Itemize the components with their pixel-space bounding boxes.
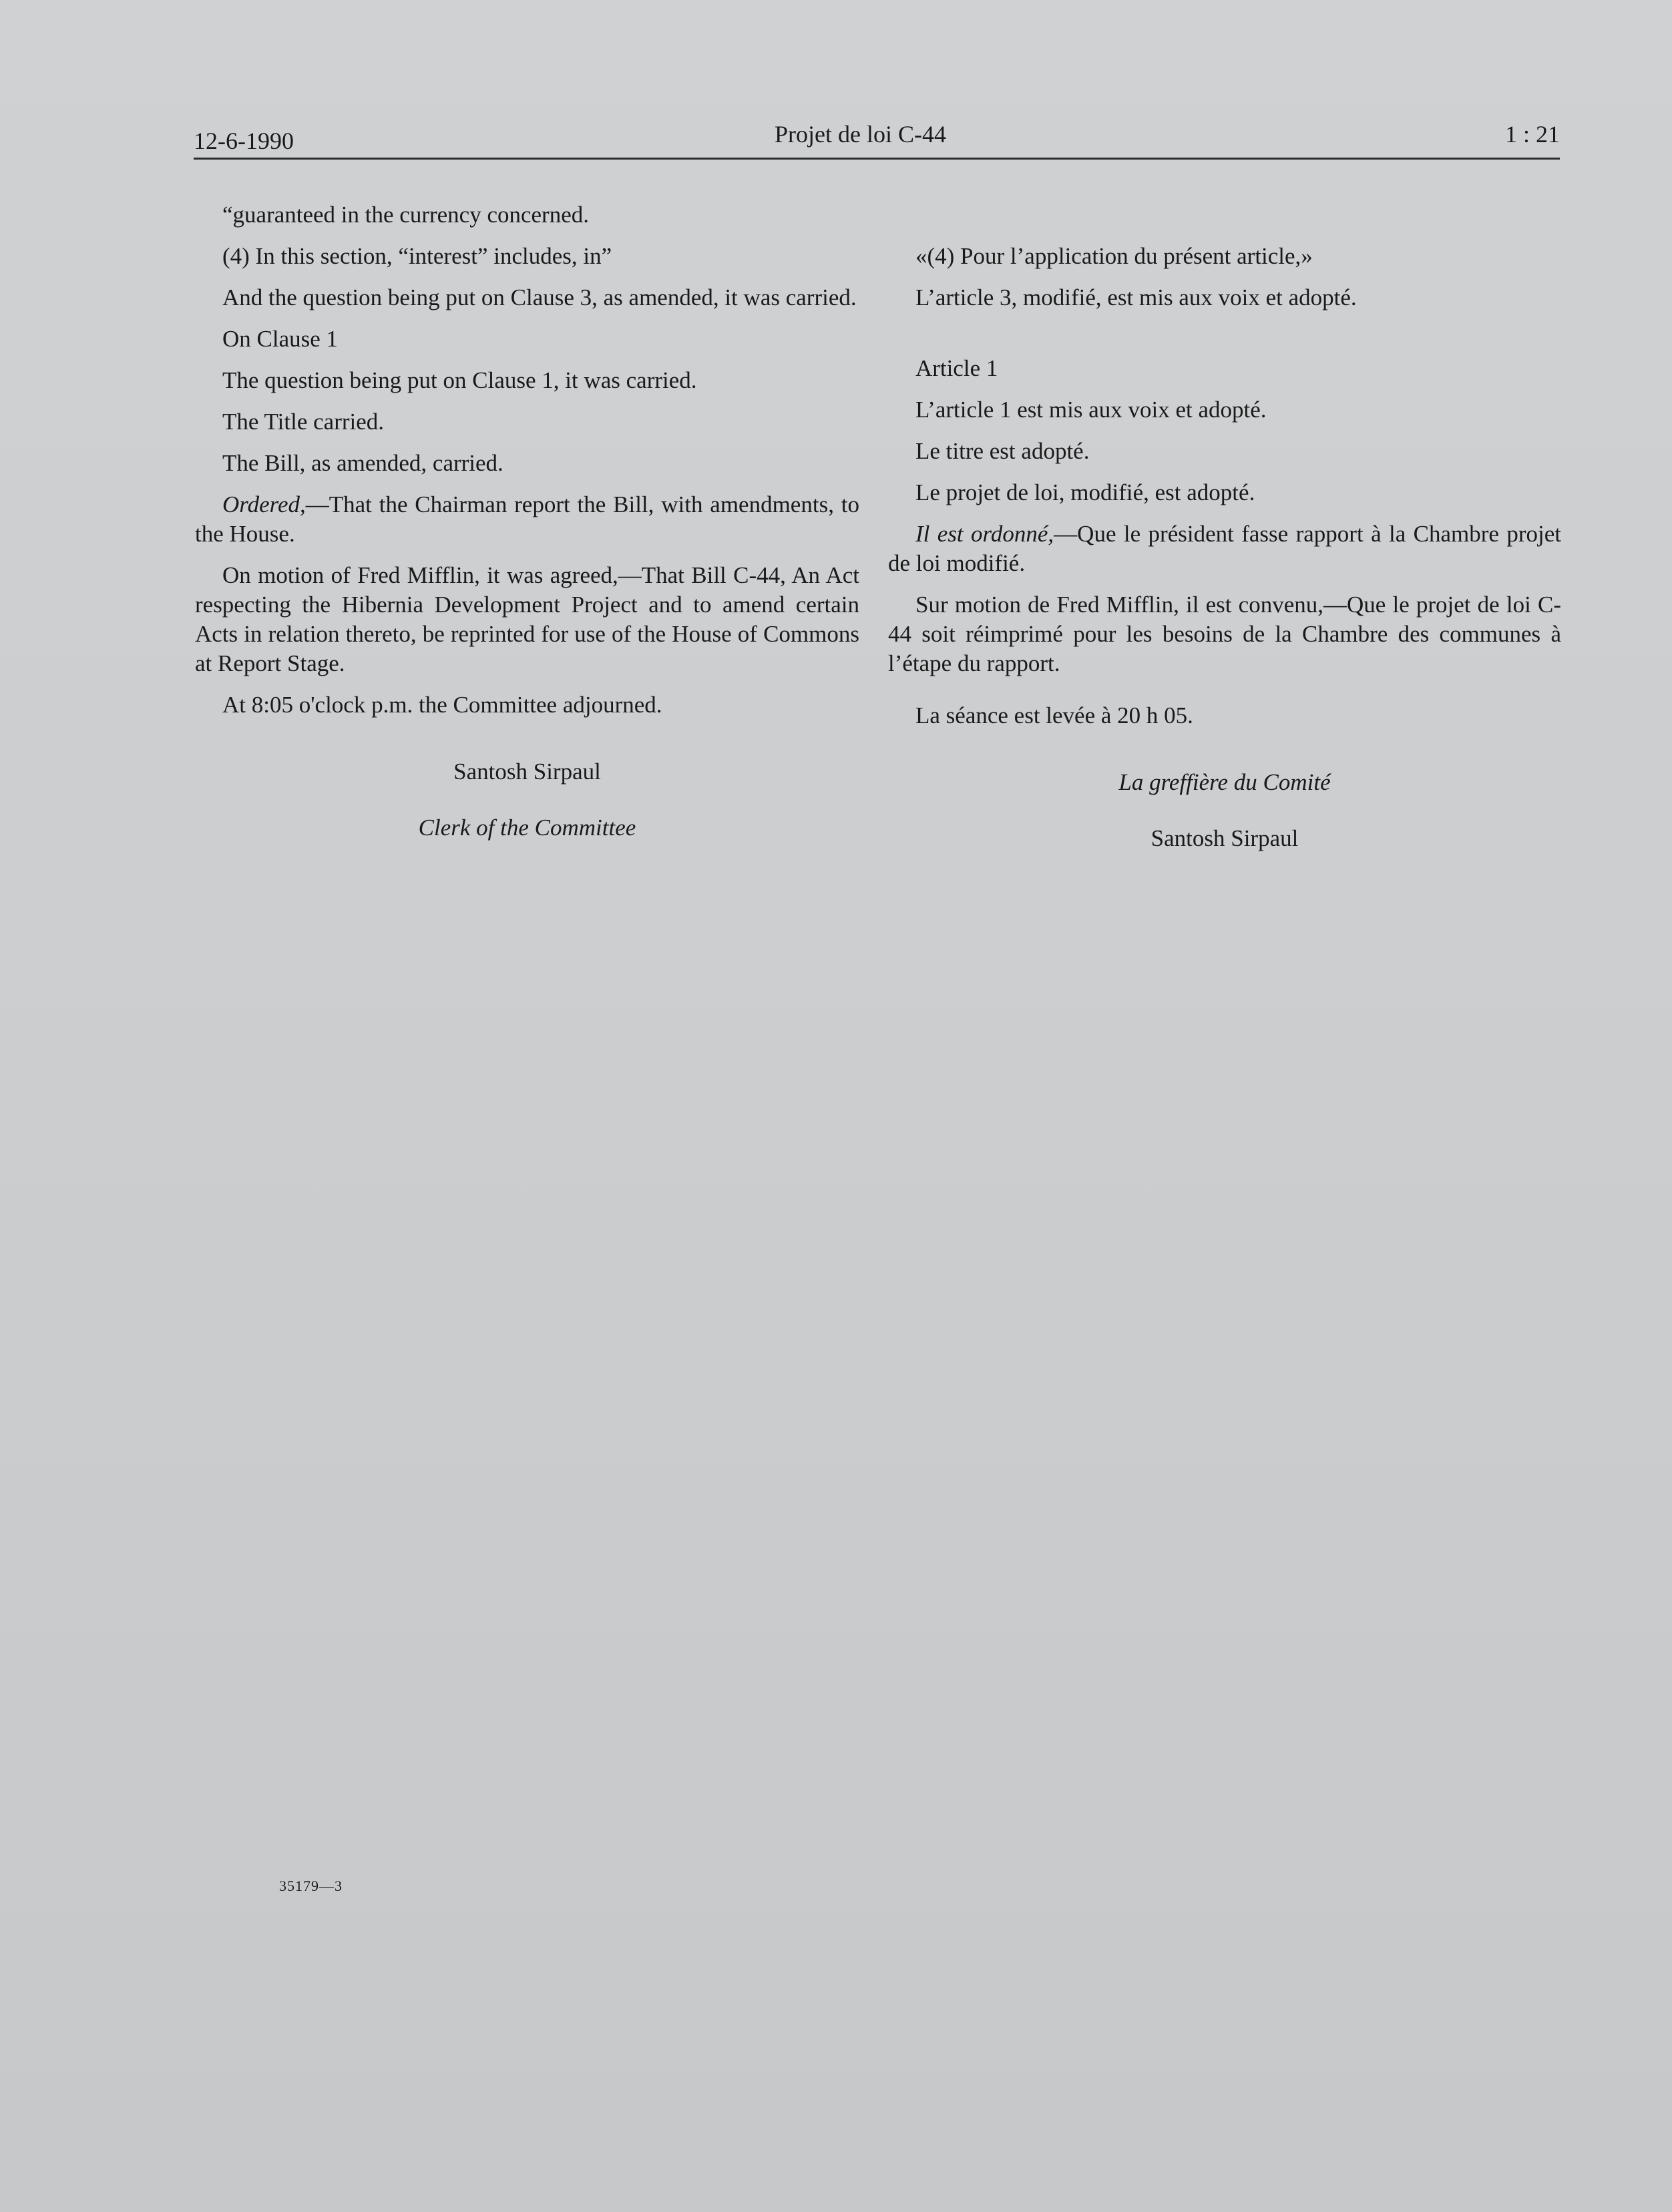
en-paragraph-5: The question being put on Clause 1, it was carried. [222, 367, 697, 393]
en-paragraph-10: At 8:05 o'clock p.m. the Committee adjourned. [222, 692, 662, 718]
en-paragraph-4: On Clause 1 [222, 326, 339, 352]
fr-signature-name: Santosh Sirpaul [1151, 825, 1299, 851]
fr-paragraph-7 [888, 519, 1561, 578]
en-signature-name: Santosh Sirpaul [453, 758, 601, 785]
print-code: 35179—3 [279, 1877, 343, 1894]
header-rule [194, 158, 1560, 160]
fr-paragraph-2: L’article 3, modifié, est mis aux voix et adopté. [915, 284, 1357, 310]
fr-paragraph-9: La séance est levée à 20 h 05. [915, 702, 1193, 728]
fr-paragraph-8: Sur motion de Fred Mifflin, il est convenu,—Que le projet de loi C-44 soit réimprimé pour les besoins de la Chambre des communes à l’étape du rapport. [888, 592, 1561, 676]
fr-ordered-label: Il est ordonné, [915, 521, 1054, 547]
header-page-number: 1 : 21 [1504, 121, 1560, 148]
en-paragraph-3: And the question being put on Clause 3, as amended, it was carried. [222, 284, 857, 310]
fr-signature-title: La greffière du Comité [1118, 769, 1331, 795]
fr-paragraph-6: Le projet de loi, modifié, est adopté. [915, 479, 1255, 505]
en-paragraph-7: The Bill, as amended, carried. [222, 450, 503, 476]
header-date: 12-6-1990 [194, 128, 294, 154]
fr-ordered-text: —Que le président fasse rapport à la Chambre projet de loi modifié. [888, 521, 1561, 576]
en-paragraph-2: (4) In this section, “interest” includes, in” [222, 243, 612, 269]
fr-paragraph-3: Article 1 [915, 355, 998, 381]
french-column [888, 200, 1561, 865]
fr-paragraph-1: «(4) Pour l’application du présent article,» [915, 243, 1313, 269]
fr-paragraph-4: L’article 1 est mis aux voix et adopté. [915, 397, 1267, 423]
page-header [194, 120, 1560, 158]
en-ordered-text: —That the Chairman report the Bill, with amendments, to the House. [195, 491, 859, 547]
en-paragraph-6: The Title carried. [222, 409, 385, 435]
header-title: Projet de loi C-44 [775, 121, 946, 148]
fr-paragraph-5: Le titre est adopté. [915, 438, 1090, 464]
en-signature-title: Clerk of the Committee [418, 815, 636, 841]
en-paragraph-1: “guaranteed in the currency concerned. [222, 202, 589, 228]
en-paragraph-8 [195, 490, 859, 549]
en-paragraph-9: On motion of Fred Mifflin, it was agreed,—That Bill C-44, An Act respecting the Hibernia Development Project and to amend certain Acts in relation thereto, be reprinted for use of the House of Commons at Report Stage. [195, 562, 859, 676]
en-ordered-label: Ordered, [222, 491, 306, 517]
english-column [195, 200, 859, 855]
